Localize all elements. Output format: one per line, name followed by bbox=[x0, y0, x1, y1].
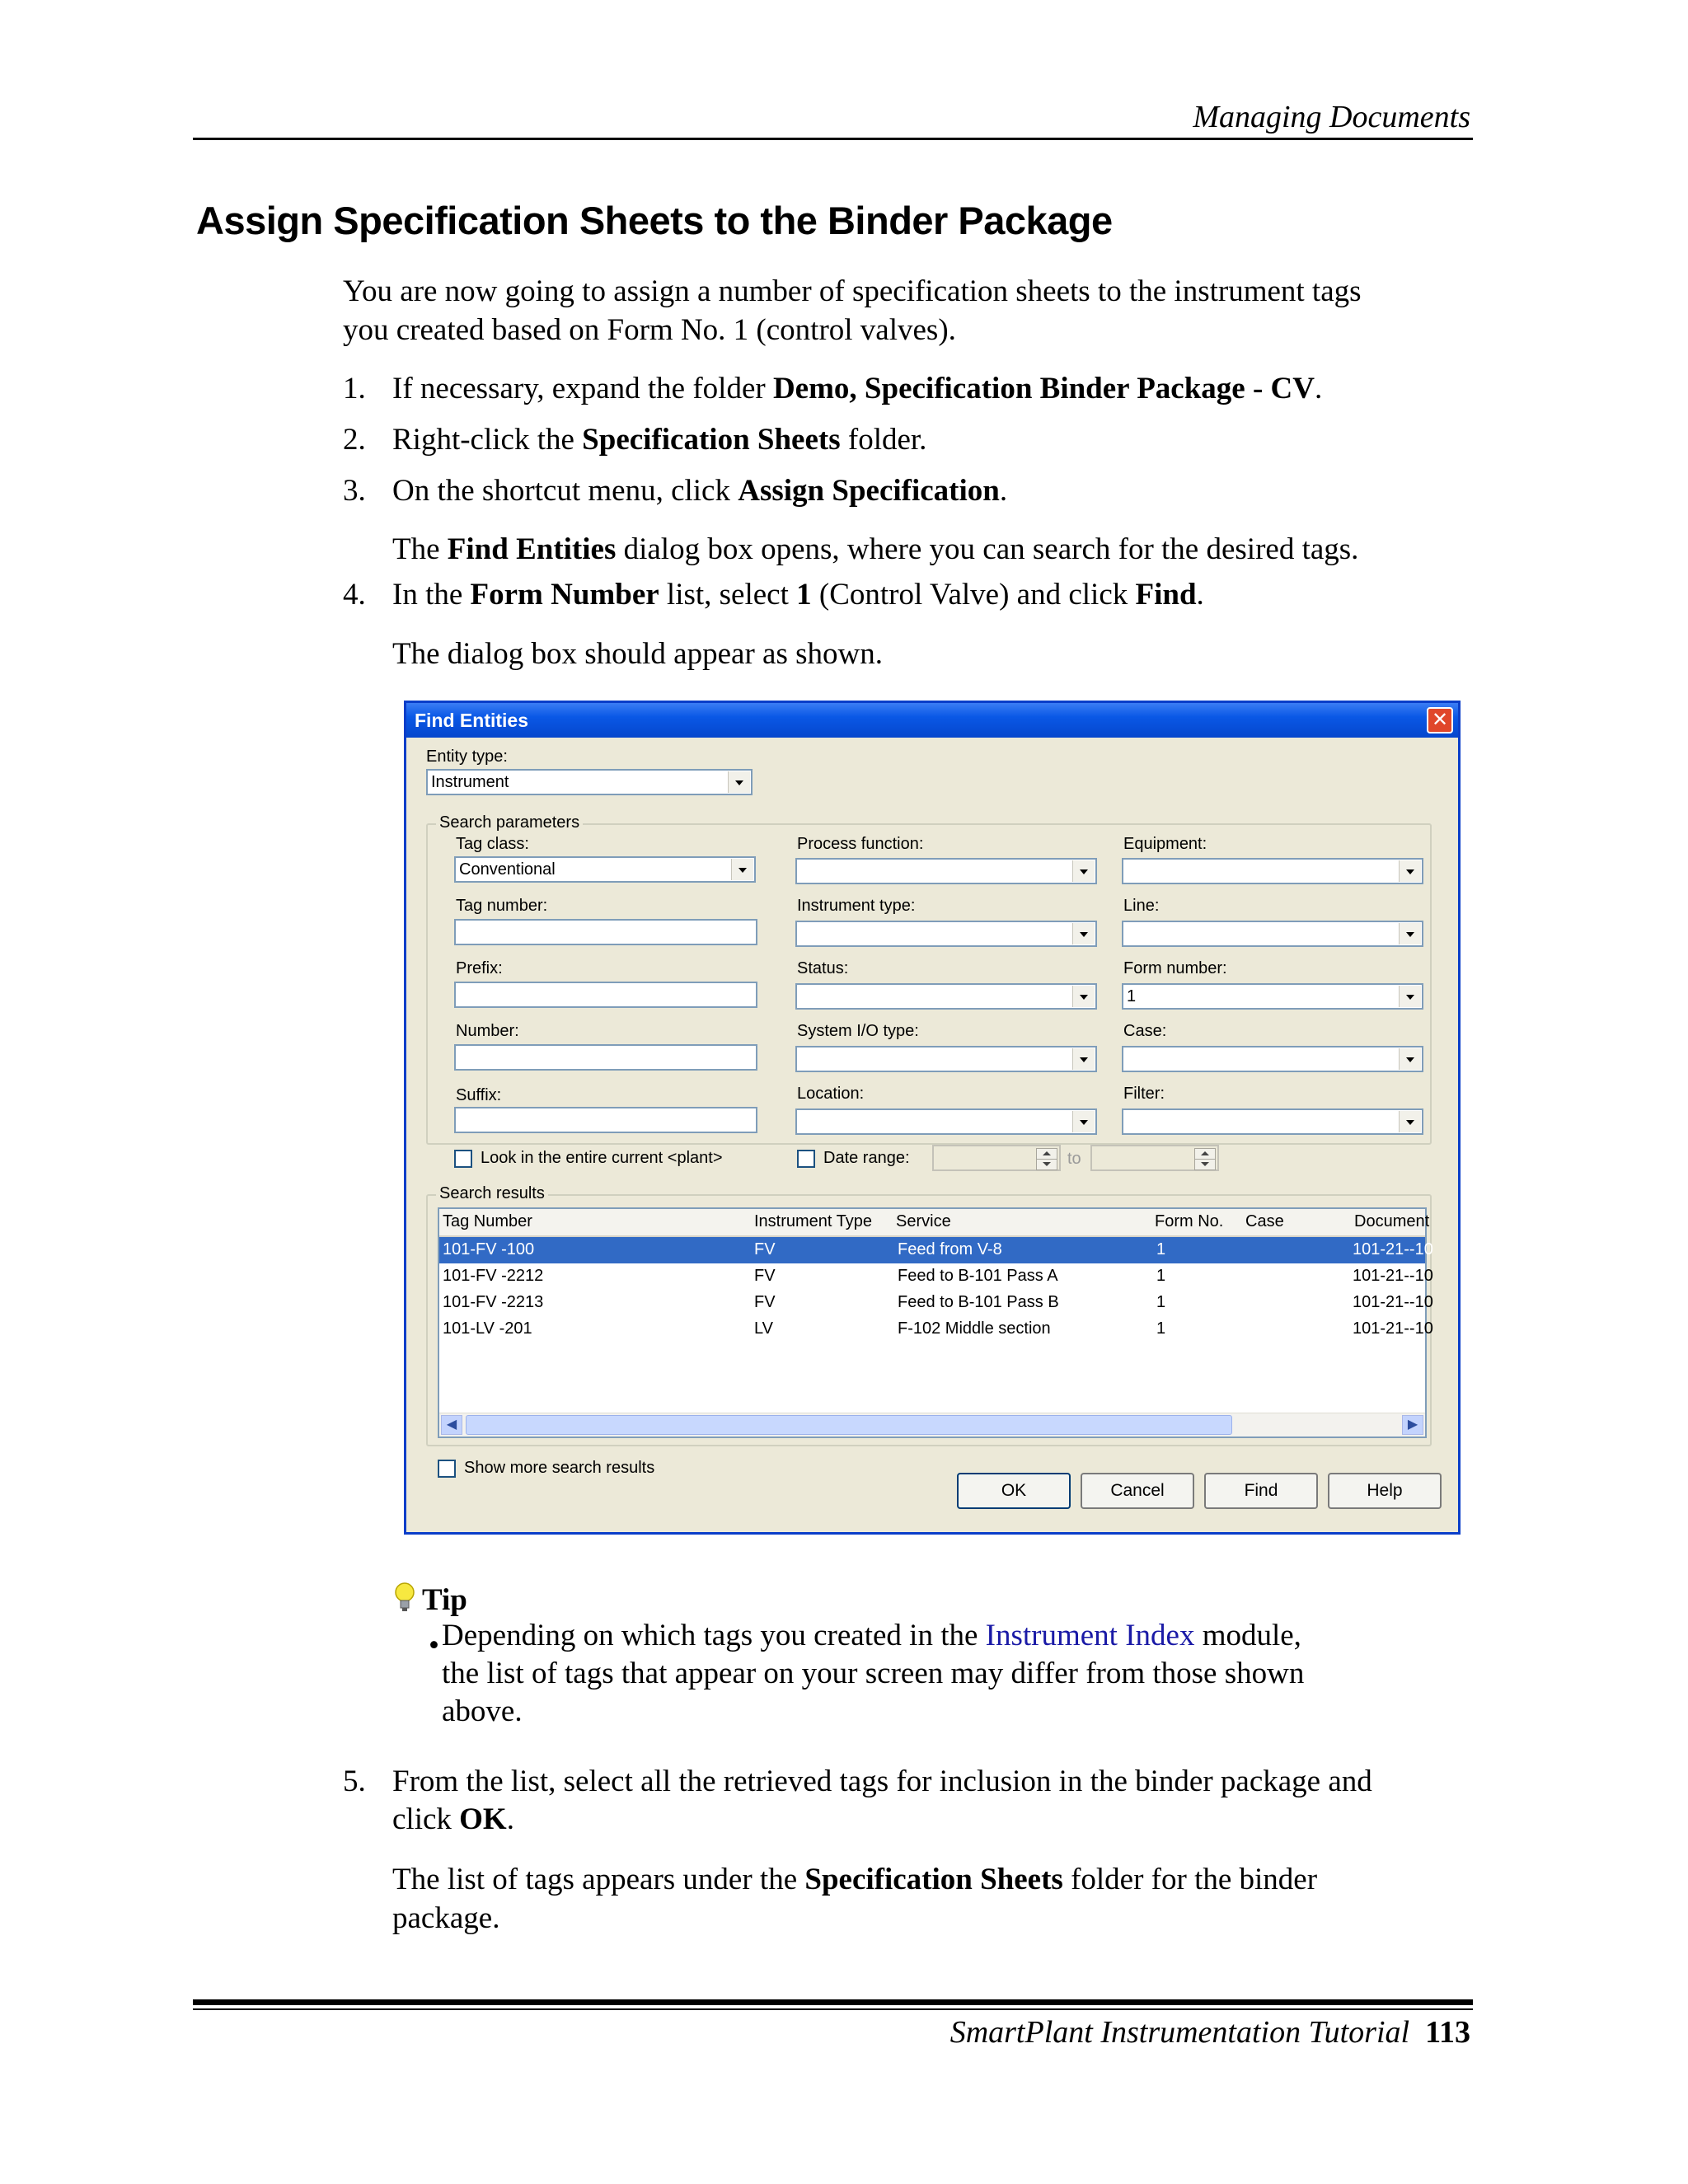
results-header bbox=[439, 1209, 1430, 1237]
step-text: . bbox=[1314, 372, 1323, 405]
step-text: If necessary, expand the folder bbox=[392, 372, 773, 405]
tag-class-dropdown[interactable] bbox=[454, 856, 756, 883]
number-label: Number: bbox=[456, 1022, 519, 1040]
tag-class-value: Conventional bbox=[459, 860, 556, 879]
instrument-type-label: Instrument type: bbox=[797, 897, 916, 915]
step-number: 4. bbox=[343, 578, 366, 612]
step-text: . bbox=[999, 474, 1008, 508]
column-header-document[interactable]: Document bbox=[1354, 1212, 1430, 1230]
table-row[interactable]: 101-FV -100 FV Feed from V-8 1 101-21--10 bbox=[439, 1237, 1425, 1263]
chevron-down-icon[interactable] bbox=[1399, 1111, 1421, 1132]
footer-rule bbox=[193, 1999, 1473, 2005]
ok-button[interactable]: OK bbox=[957, 1473, 1071, 1509]
footer bbox=[193, 2014, 1470, 2050]
date-range-checkbox[interactable] bbox=[797, 1150, 815, 1168]
line-dropdown[interactable] bbox=[1122, 921, 1423, 947]
tip-bullet-text: Depending on which tags you created in the Instrument Index module, the list of tags that appear on your screen may differ from those shown above. bbox=[442, 1619, 1305, 1728]
step-4-note: The dialog box should appear as shown. bbox=[392, 637, 883, 671]
horizontal-scrollbar[interactable] bbox=[439, 1413, 1425, 1436]
lightbulb-icon bbox=[392, 1581, 417, 1614]
table-row[interactable]: 101-FV -2212 FV Feed to B-101 Pass A 1 101-21--10 bbox=[443, 1267, 1433, 1285]
step-3-note: The Find Entities dialog box opens, where you can search for the desired tags. bbox=[392, 532, 1359, 566]
chevron-down-icon[interactable] bbox=[1072, 986, 1095, 1007]
scroll-thumb[interactable] bbox=[466, 1415, 1232, 1435]
tag-number-label: Tag number: bbox=[456, 897, 548, 915]
step-text: On the shortcut menu, click bbox=[392, 474, 738, 508]
look-entire-plant-checkbox[interactable] bbox=[454, 1150, 472, 1168]
bullet-icon: • bbox=[429, 1629, 439, 1662]
find-button[interactable]: Find bbox=[1204, 1473, 1318, 1509]
step-5-note: The list of tags appears under the Specification Sheets folder for the binder package. bbox=[392, 1863, 1318, 1935]
chevron-down-icon[interactable] bbox=[1399, 923, 1421, 944]
dialog-titlebar[interactable] bbox=[406, 703, 1458, 738]
instrument-type-dropdown[interactable] bbox=[795, 921, 1097, 947]
entity-type-dropdown[interactable] bbox=[426, 769, 753, 795]
case-dropdown[interactable] bbox=[1122, 1046, 1423, 1072]
suffix-label: Suffix: bbox=[456, 1086, 502, 1104]
close-icon: ✕ bbox=[1431, 709, 1449, 731]
line-label: Line: bbox=[1123, 897, 1160, 915]
column-header-form-no[interactable]: Form No. bbox=[1155, 1212, 1224, 1230]
status-dropdown[interactable] bbox=[795, 983, 1097, 1010]
cancel-button[interactable]: Cancel bbox=[1081, 1473, 1194, 1509]
footer-title: SmartPlant Instrumentation Tutorial bbox=[950, 2015, 1410, 2050]
entity-type-label: Entity type: bbox=[426, 748, 508, 766]
entity-type-value: Instrument bbox=[431, 773, 509, 791]
form-number-label: Form number: bbox=[1123, 959, 1227, 977]
find-entities-dialog bbox=[404, 701, 1461, 1535]
tip-heading: Tip bbox=[422, 1583, 467, 1617]
page-number: 113 bbox=[1425, 2015, 1470, 2050]
scroll-right-icon[interactable]: ▶ bbox=[1402, 1415, 1423, 1435]
step-5-line-2: click OK. bbox=[392, 1802, 514, 1836]
status-label: Status: bbox=[797, 959, 849, 977]
chevron-down-icon[interactable] bbox=[731, 859, 753, 880]
footer-rule-thin bbox=[193, 2008, 1473, 2010]
chevron-down-icon[interactable] bbox=[1072, 923, 1095, 944]
header-rule bbox=[193, 138, 1473, 140]
case-label: Case: bbox=[1123, 1022, 1167, 1040]
chevron-down-icon[interactable] bbox=[1072, 1048, 1095, 1070]
search-parameters-title: Search parameters bbox=[436, 813, 583, 832]
step-text: Right-click the bbox=[392, 423, 583, 457]
tag-class-label: Tag class: bbox=[456, 835, 529, 853]
show-more-results-checkbox[interactable] bbox=[438, 1460, 456, 1478]
system-io-type-dropdown[interactable] bbox=[795, 1046, 1097, 1072]
step-bold: Specification Sheets bbox=[582, 423, 841, 457]
chevron-down-icon[interactable] bbox=[1399, 1048, 1421, 1070]
column-header-case[interactable]: Case bbox=[1245, 1212, 1284, 1230]
filter-dropdown[interactable] bbox=[1122, 1108, 1423, 1135]
step-text: folder. bbox=[840, 423, 927, 457]
spin-down-icon[interactable] bbox=[1194, 1159, 1216, 1170]
chevron-down-icon[interactable] bbox=[1399, 986, 1421, 1007]
search-results-title: Search results bbox=[436, 1184, 548, 1203]
suffix-input[interactable] bbox=[454, 1107, 757, 1133]
column-header-tag-number[interactable]: Tag Number bbox=[443, 1212, 532, 1230]
location-dropdown[interactable] bbox=[795, 1108, 1097, 1135]
step-number: 2. bbox=[343, 423, 366, 457]
spin-up-icon[interactable] bbox=[1036, 1148, 1057, 1160]
location-label: Location: bbox=[797, 1085, 865, 1103]
instrument-index-link[interactable]: Instrument Index bbox=[985, 1619, 1195, 1652]
chevron-down-icon[interactable] bbox=[728, 771, 750, 793]
process-function-dropdown[interactable] bbox=[795, 858, 1097, 884]
filter-label: Filter: bbox=[1123, 1085, 1165, 1103]
prefix-input[interactable] bbox=[454, 982, 757, 1008]
step-bold: Demo, Specification Binder Package - CV bbox=[772, 372, 1315, 405]
form-number-value: 1 bbox=[1127, 987, 1137, 1005]
look-entire-plant-label: Look in the entire current <plant> bbox=[481, 1149, 723, 1167]
chevron-down-icon[interactable] bbox=[1399, 860, 1421, 882]
intro-line-1: You are now going to assign a number of specification sheets to the instrument tags bbox=[343, 274, 1362, 308]
form-number-dropdown[interactable] bbox=[1122, 983, 1423, 1010]
table-row[interactable]: 101-LV -201 LV F-102 Middle section 1 101-21--10 bbox=[443, 1319, 1433, 1338]
equipment-label: Equipment: bbox=[1123, 835, 1207, 853]
chevron-down-icon[interactable] bbox=[1072, 860, 1095, 882]
to-label: to bbox=[1067, 1150, 1081, 1168]
dialog-title: Find Entities bbox=[415, 710, 528, 731]
table-row[interactable]: 101-FV -2213 FV Feed to B-101 Pass B 1 101-21--10 bbox=[443, 1293, 1433, 1311]
number-input[interactable] bbox=[454, 1044, 757, 1071]
section-title: Assign Specification Sheets to the Binder Package bbox=[196, 199, 1113, 242]
date-from-spinner[interactable] bbox=[932, 1145, 1061, 1171]
intro-paragraph bbox=[343, 272, 1362, 349]
spin-down-icon[interactable] bbox=[1036, 1159, 1057, 1170]
process-function-label: Process function: bbox=[797, 835, 924, 853]
show-more-results-label: Show more search results bbox=[464, 1459, 655, 1477]
equipment-dropdown[interactable] bbox=[1122, 858, 1423, 884]
chevron-down-icon[interactable] bbox=[1072, 1111, 1095, 1132]
step-number: 5. bbox=[343, 1765, 366, 1798]
date-range-label: Date range: bbox=[823, 1149, 910, 1167]
tag-number-input[interactable] bbox=[454, 919, 757, 945]
scroll-left-icon[interactable]: ◀ bbox=[441, 1415, 462, 1435]
intro-line-2: you created based on Form No. 1 (control valves). bbox=[343, 313, 956, 347]
prefix-label: Prefix: bbox=[456, 959, 503, 977]
step-bold: Assign Specification bbox=[738, 474, 1000, 508]
close-button[interactable] bbox=[1427, 707, 1453, 733]
spin-up-icon[interactable] bbox=[1194, 1148, 1216, 1160]
step-number: 1. bbox=[343, 372, 366, 405]
column-header-instrument-type[interactable]: Instrument Type bbox=[754, 1212, 873, 1230]
date-to-spinner[interactable] bbox=[1090, 1145, 1219, 1171]
search-results-list[interactable] bbox=[438, 1207, 1433, 1438]
help-button[interactable]: Help bbox=[1328, 1473, 1442, 1509]
step-number: 3. bbox=[343, 474, 366, 508]
system-io-type-label: System I/O type: bbox=[797, 1022, 919, 1040]
running-header: Managing Documents bbox=[1193, 100, 1470, 134]
column-header-service[interactable]: Service bbox=[896, 1212, 951, 1230]
